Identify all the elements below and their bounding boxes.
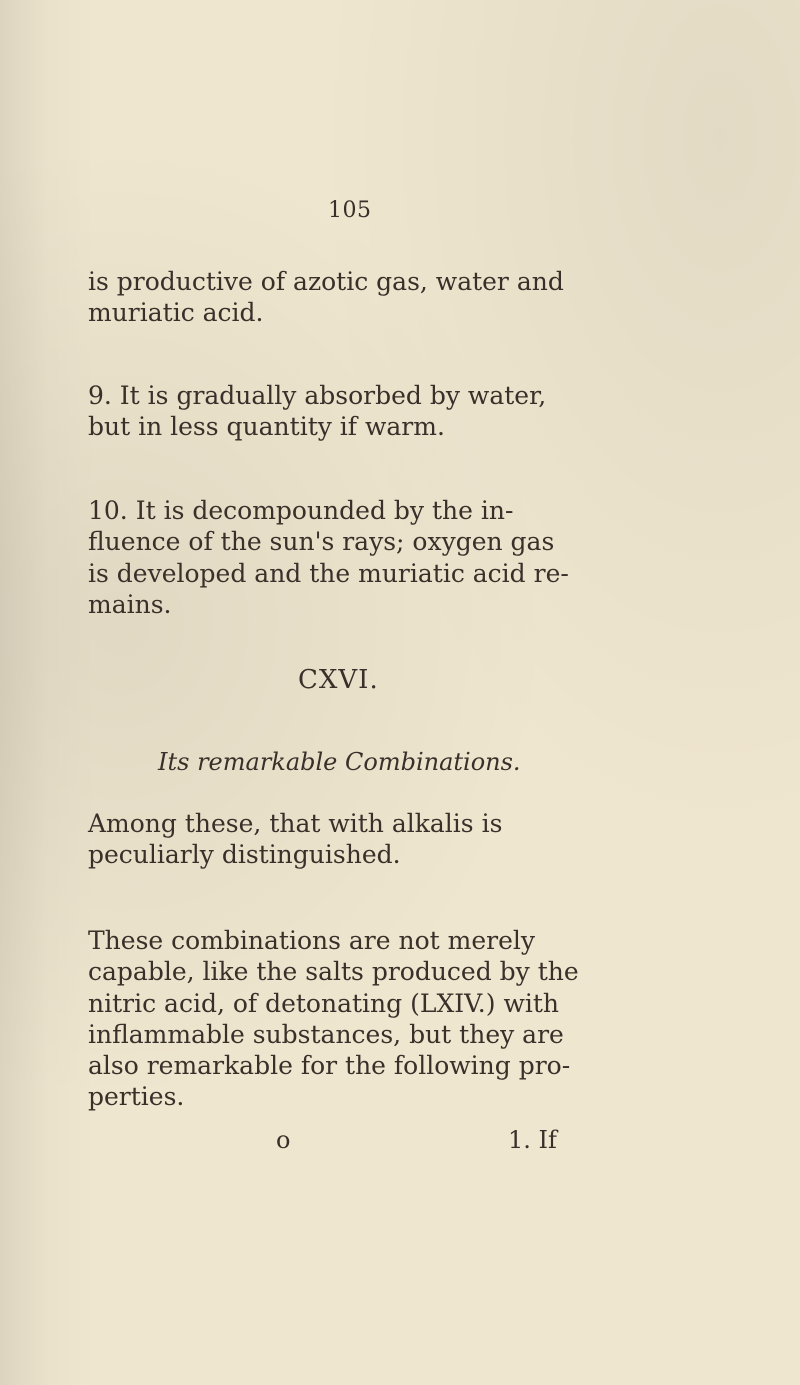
section-subtitle: Its remarkable Combinations. bbox=[158, 748, 521, 776]
section-title: CXVI. bbox=[298, 665, 379, 695]
text-line: peculiarly distinguished. bbox=[88, 840, 401, 870]
text-line: These combinations are not merely bbox=[88, 926, 535, 955]
text-line: is productive of azotic gas, water and bbox=[88, 267, 564, 296]
text-line: but in less quantity if warm. bbox=[88, 412, 445, 442]
paragraph-1 bbox=[88, 266, 608, 329]
text-line: muriatic acid. bbox=[88, 298, 264, 328]
text-line: perties. bbox=[88, 1082, 185, 1112]
text-line: inflammable substances, but they are bbox=[88, 1019, 564, 1049]
page-number: 105 bbox=[328, 198, 372, 223]
text-line: is developed and the muriatic acid re- bbox=[88, 558, 569, 588]
text-line: capable, like the salts produced by the bbox=[88, 957, 579, 987]
paragraph-5 bbox=[88, 925, 608, 1113]
paragraph-4 bbox=[88, 808, 608, 871]
text-line: fluence of the sun's rays; oxygen gas bbox=[88, 527, 555, 557]
paragraph-3 bbox=[88, 495, 608, 620]
text-line: nitric acid, of detonating (LXIV.) with bbox=[88, 988, 559, 1018]
catchword: 1. If bbox=[508, 1126, 557, 1154]
text-line: 10. It is decompounded by the in- bbox=[88, 496, 514, 525]
text-line: Among these, that with alkalis is bbox=[88, 809, 503, 838]
text-line: also remarkable for the following pro- bbox=[88, 1051, 571, 1080]
signature-mark: o bbox=[276, 1126, 291, 1154]
text-line: mains. bbox=[88, 589, 172, 619]
text-line: 9. It is gradually absorbed by water, bbox=[88, 381, 547, 410]
paragraph-2 bbox=[88, 380, 608, 443]
